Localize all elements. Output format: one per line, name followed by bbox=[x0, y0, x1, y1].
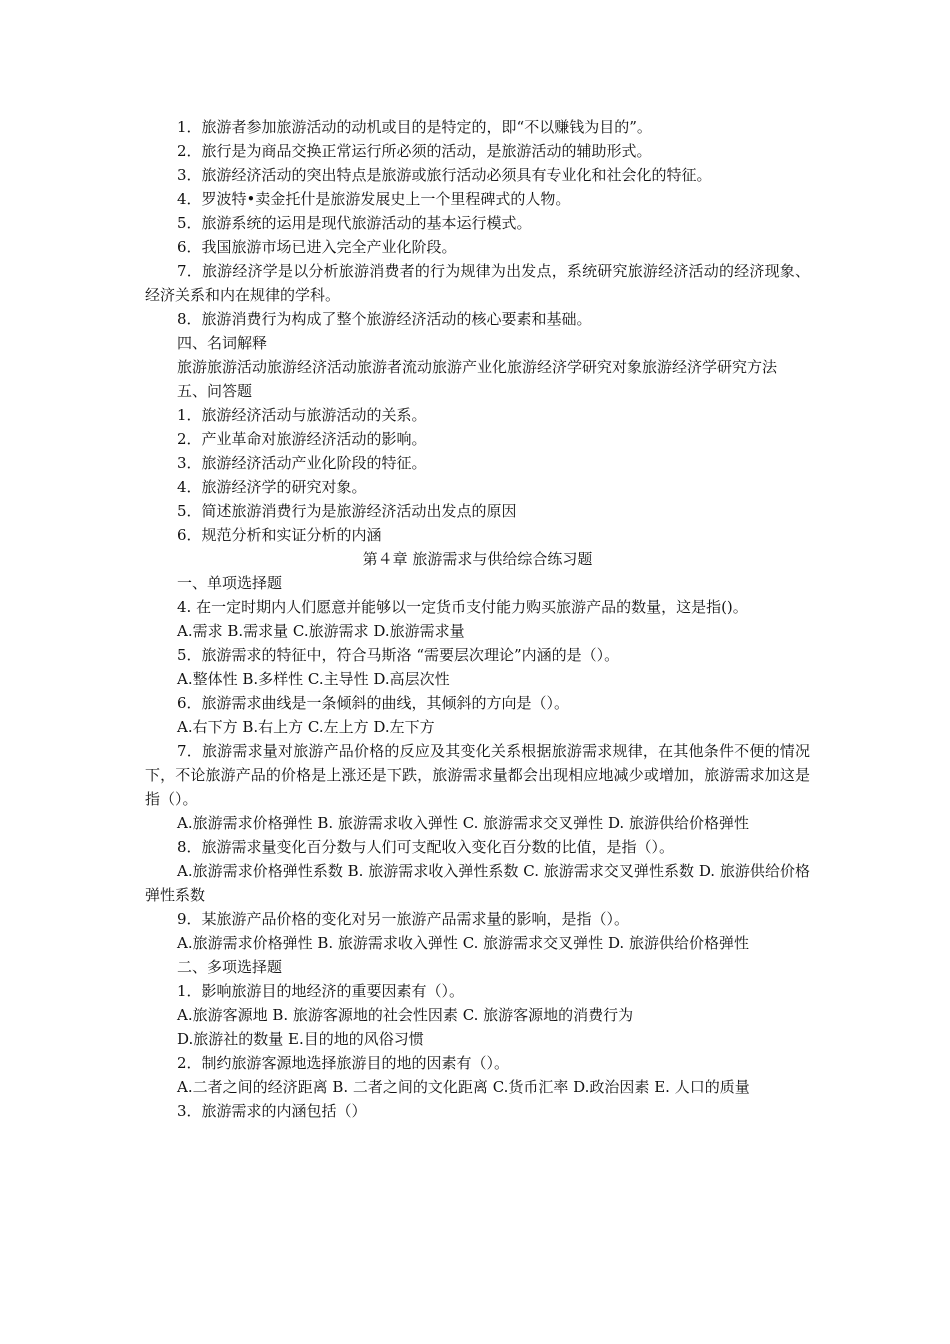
text-line: A.旅游需求价格弹性 B. 旅游需求收入弹性 C. 旅游需求交叉弹性 D. 旅游供给价格弹性 bbox=[177, 814, 749, 832]
text-line: 1．影响旅游目的地经济的重要因素有（）。 bbox=[177, 982, 465, 1000]
text-line: 3．旅游需求的内涵包括（） bbox=[177, 1102, 367, 1120]
text-line: 3．旅游经济活动的突出特点是旅游或旅行活动必须具有专业化和社会化的特征。 bbox=[177, 166, 712, 184]
text-line: A.右下方 B.右上方 C.左上方 D.左下方 bbox=[177, 718, 435, 736]
text-line: 1．旅游经济活动与旅游活动的关系。 bbox=[177, 406, 427, 424]
text-line: 8．旅游需求量变化百分数与人们可支配收入变化百分数的比值，是指（）。 bbox=[177, 838, 675, 856]
text-line: 2．产业革命对旅游经济活动的影响。 bbox=[177, 430, 427, 448]
text-line: A.整体性 B.多样性 C.主导性 D.高层次性 bbox=[177, 670, 450, 688]
text-line: 7．旅游经济学是以分析旅游消费者的行为规律为出发点，系统研究旅游经济活动的经济现象、经济关系和内在规律的学科。 bbox=[145, 262, 810, 304]
text-line: 二、多项选择题 bbox=[177, 958, 283, 976]
text-line: 6．规范分析和实证分析的内涵 bbox=[177, 526, 382, 544]
text-line: 2．旅行是为商品交换正常运行所必须的活动，是旅游活动的辅助形式。 bbox=[177, 142, 652, 160]
text-line: 四、名词解释 bbox=[177, 334, 268, 352]
text-line: 5．旅游系统的运用是现代旅游活动的基本运行模式。 bbox=[177, 214, 532, 232]
document-page bbox=[145, 115, 810, 1123]
text-line: A.需求 B.需求量 C.旅游需求 D.旅游需求量 bbox=[177, 622, 465, 640]
text-line: 6．旅游需求曲线是一条倾斜的曲线，其倾斜的方向是（）。 bbox=[177, 694, 570, 712]
text-line: A.旅游客源地 B. 旅游客源地的社会性因素 C. 旅游客源地的消费行为 bbox=[177, 1006, 634, 1024]
text-line: 4. 在一定时期内人们愿意并能够以一定货币支付能力购买旅游产品的数量，这是指()。 bbox=[177, 598, 748, 616]
text-line: 2．制约旅游客源地选择旅游目的地的因素有（）。 bbox=[177, 1054, 510, 1072]
text-line: A.旅游需求价格弹性 B. 旅游需求收入弹性 C. 旅游需求交叉弹性 D. 旅游供给价格弹性 bbox=[177, 934, 749, 952]
text-line: 4．旅游经济学的研究对象。 bbox=[177, 478, 367, 496]
text-line: 5．旅游需求的特征中，符合马斯洛 “需要层次理论”内涵的是（）。 bbox=[177, 646, 620, 664]
text-line: A.旅游需求价格弹性系数 B. 旅游需求收入弹性系数 C. 旅游需求交叉弹性系数 D. 旅游供给价格弹性系数 bbox=[145, 862, 810, 904]
text-line: 4．罗波特•卖金托什是旅游发展史上一个里程碑式的人物。 bbox=[177, 190, 571, 208]
text-line: 旅游旅游活动旅游经济活动旅游者流动旅游产业化旅游经济学研究对象旅游经济学研究方法 bbox=[177, 358, 778, 376]
chapter-heading: 第４章 旅游需求与供给综合练习题 bbox=[362, 550, 593, 568]
text-line: 6．我国旅游市场已进入完全产业化阶段。 bbox=[177, 238, 457, 256]
text-line: D.旅游社的数量 E.目的地的风俗习惯 bbox=[177, 1030, 424, 1048]
text-line: 8．旅游消费行为构成了整个旅游经济活动的核心要素和基础。 bbox=[177, 310, 592, 328]
text-line: 五、问答题 bbox=[177, 382, 253, 400]
text-line: 7．旅游需求量对旅游产品价格的反应及其变化关系根据旅游需求规律，在其他条件不便的情况下，不论旅游产品的价格是上涨还是下跌，旅游需求量都会出现相应地减少或增加，旅游需求加这是指（）。 bbox=[145, 742, 810, 808]
text-line: A.二者之间的经济距离 B. 二者之间的文化距离 C.货币汇率 D.政治因素 E. 人口的质量 bbox=[177, 1078, 750, 1096]
text-line: 5．简述旅游消费行为是旅游经济活动出发点的原因 bbox=[177, 502, 517, 520]
text-line: 9．某旅游产品价格的变化对另一旅游产品需求量的影响，是指（）。 bbox=[177, 910, 630, 928]
text-line: 1．旅游者参加旅游活动的动机或目的是特定的，即“不以赚钱为目的”。 bbox=[177, 118, 652, 136]
text-line: 3．旅游经济活动产业化阶段的特征。 bbox=[177, 454, 427, 472]
text-line: 一、单项选择题 bbox=[177, 574, 283, 592]
